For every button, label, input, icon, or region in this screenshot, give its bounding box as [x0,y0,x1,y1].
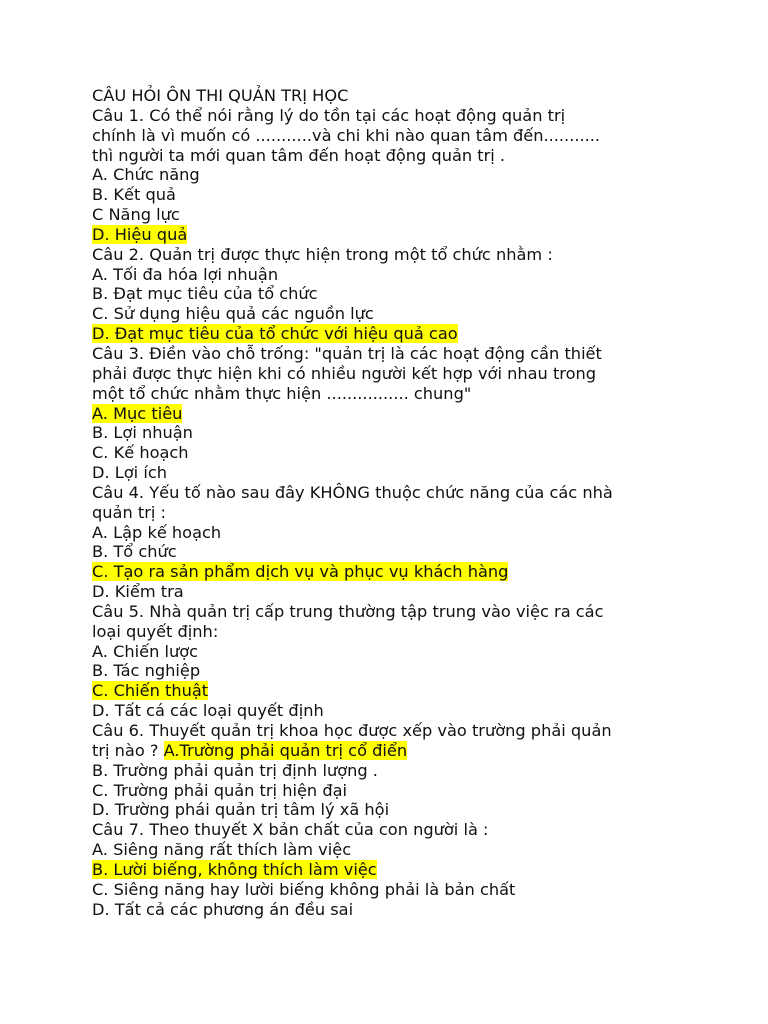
question-1-stem: Câu 1. Có thể nói rằng lý do tồn tại các hoạt động quản trị [92,105,566,125]
question-7-answer-highlight: B. Lười biếng, không thích làm việc [92,859,377,879]
question-7-stem: Câu 7. Theo thuyết X bản chất của con người là : [92,820,489,840]
document-title: CÂU HỎI ÔN THI QUẢN TRỊ HỌC [92,86,349,105]
question-1-stem: thì người ta mới quan tâm đến hoạt động quản trị . [92,145,506,165]
question-4-stem: Câu 4. Yếu tố nào sau đây KHÔNG thuộc chức năng của các nhà [92,482,613,502]
question-2-option-c: C. Sử dụng hiệu quả các nguồn lực [92,304,374,324]
question-2-option-b: B. Đạt mục tiêu của tổ chức [92,284,318,304]
question-5-option-b: B. Tác nghiệp [92,661,201,681]
question-4-option-c [92,562,692,582]
question-3-option-c: C. Kế hoạch [92,443,189,463]
question-5-answer-highlight: C. Chiến thuật [92,681,209,701]
question-1-option-a: A. Chức năng [92,165,200,185]
question-6-stem: Câu 6. Thuyết quản trị khoa học được xếp vào trường phải quản [92,721,612,740]
question-4-stem: quản trị : [92,502,166,522]
document-page [92,86,692,919]
question-3-answer-highlight: A. Mục tiêu [92,403,183,423]
question-5-stem: Câu 5. Nhà quản trị cấp trung thường tập trung vào việc ra các [92,601,604,621]
question-7-option-d: D. Tất cả các phương án đều sai [92,899,354,919]
question-6-answer-highlight: A.Trường phải quản trị cổ điển [163,740,408,760]
question-2-answer-highlight: D. Đạt mục tiêu của tổ chức với hiệu quả cao [92,324,458,344]
question-1-option-b: B. Kết quả [92,185,176,205]
question-5-option-a: A. Chiến lược [92,641,199,661]
question-5-option-d: D. Tất cá các loại quyết định [92,701,324,721]
question-3-option-b: B. Lợi nhuận [92,423,193,443]
question-3-option-a [92,404,692,424]
question-5-option-c [92,681,692,701]
question-4-answer-highlight: C. Tạo ra sản phẩm dịch vụ và phục vụ khách hàng [92,562,509,582]
question-7-option-b [92,860,692,880]
question-5-stem: loại quyết định: [92,621,219,641]
question-3-stem: phải được thực hiện khi có nhiều người kết hợp với nhau trong [92,363,597,383]
question-2-option-a: A. Tối đa hóa lợi nhuận [92,264,279,284]
question-6-option-c: C. Trường phải quản trị hiện đại [92,780,348,800]
question-1-option-c: C Năng lực [92,205,180,225]
question-6-stem [92,741,692,761]
question-1-option-d [92,225,692,245]
question-4-option-b: B. Tổ chức [92,542,177,562]
question-4-option-a: A. Lập kế hoạch [92,522,222,542]
question-4-option-d: D. Kiểm tra [92,582,184,602]
question-1-stem: chính là vì muốn có ...........và chi khi nào quan tâm đến........... [92,125,601,145]
question-7-option-a: A. Siêng năng rất thích làm việc [92,840,352,860]
question-7-option-c: C. Siêng năng hay lười biếng không phải là bản chất [92,879,516,899]
question-2-option-d [92,324,692,344]
question-2-stem: Câu 2. Quản trị được thực hiện trong một tổ chức nhằm : [92,244,553,264]
question-6-stem-tail: trị nào ? [92,740,164,760]
question-6-option-d: D. Trường phái quản trị tâm lý xã hội [92,800,390,820]
question-3-stem: Câu 3. Điền vào chỗ trống: "quản trị là các hoạt động cần thiết [92,343,602,363]
question-1-answer-highlight: D. Hiệu quả [92,224,188,244]
question-3-option-d: D. Lợi ích [92,463,167,483]
question-3-stem: một tổ chức nhằm thực hiện ................ chung" [92,383,472,403]
question-6-option-b: B. Trường phải quản trị định lượng . [92,760,378,780]
